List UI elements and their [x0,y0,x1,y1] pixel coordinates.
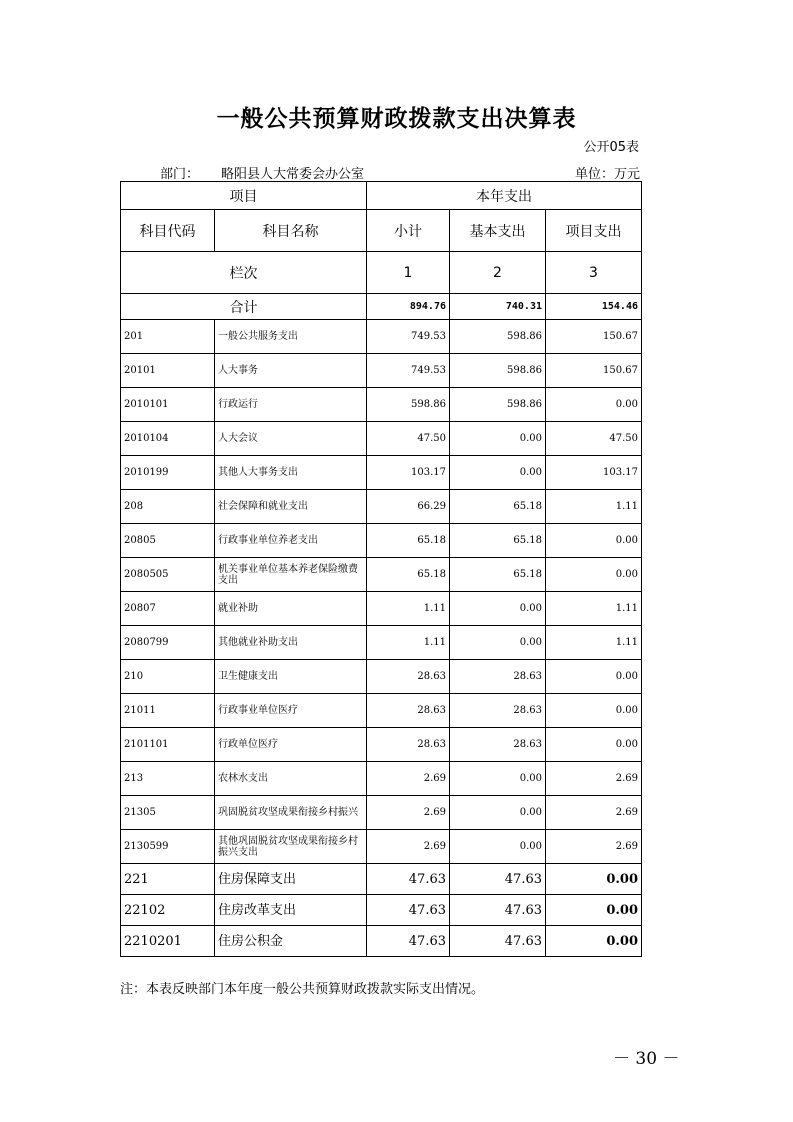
row-code: 210 [121,660,215,694]
header-current-year: 本年支出 [367,182,642,210]
row-code: 2010104 [121,422,215,456]
header-row-2 [121,210,642,252]
row-code: 213 [121,762,215,796]
table-row [121,694,642,728]
row-name: 其他就业补助支出 [215,626,367,660]
row-project: 0.00 [546,660,642,694]
row-project: 1.11 [546,626,642,660]
table-row [121,456,642,490]
row-basic: 65.18 [450,524,546,558]
row-basic: 47.63 [450,864,546,895]
total-subtotal: 894.76 [367,294,450,320]
row-code: 2080505 [121,558,215,592]
row-number-label: 栏次 [121,252,367,294]
table-row [121,796,642,830]
row-code: 2210201 [121,926,215,957]
row-subtotal: 65.18 [367,524,450,558]
document-title: 一般公共预算财政拨款支出决算表 [216,106,577,132]
row-code: 20101 [121,354,215,388]
row-code: 21305 [121,796,215,830]
row-project: 103.17 [546,456,642,490]
row-code: 2010101 [121,388,215,422]
table-row [121,626,642,660]
row-code: 20807 [121,592,215,626]
row-name: 卫生健康支出 [215,660,367,694]
header-row-1 [121,182,642,210]
row-subtotal: 47.50 [367,422,450,456]
row-code: 221 [121,864,215,895]
table-row [121,320,642,354]
table-row [121,660,642,694]
row-name: 住房改革支出 [215,895,367,926]
row-project: 0.00 [546,694,642,728]
row-number-row [121,252,642,294]
row-subtotal: 2.69 [367,830,450,864]
column-number-2: 2 [450,252,546,294]
row-name: 行政事业单位养老支出 [215,524,367,558]
row-subtotal: 28.63 [367,694,450,728]
header-project: 项目 [121,182,367,210]
total-project: 154.46 [546,294,642,320]
row-name: 巩固脱贫攻坚成果衔接乡村振兴 [215,796,367,830]
row-basic: 0.00 [450,456,546,490]
department-name: 略阳县人大常委会办公室 [221,167,365,182]
row-project: 0.00 [546,895,642,926]
table-row [121,728,642,762]
row-basic: 598.86 [450,388,546,422]
row-subtotal: 1.11 [367,592,450,626]
header-name: 科目名称 [215,210,367,252]
row-subtotal: 28.63 [367,660,450,694]
row-code: 20805 [121,524,215,558]
row-project: 2.69 [546,830,642,864]
header-code: 科目代码 [121,210,215,252]
row-name: 住房公积金 [215,926,367,957]
row-basic: 598.86 [450,354,546,388]
row-project: 1.11 [546,490,642,524]
row-name: 行政运行 [215,388,367,422]
row-name: 农林水支出 [215,762,367,796]
row-basic: 28.63 [450,728,546,762]
row-basic: 65.18 [450,490,546,524]
row-name: 机关事业单位基本养老保险缴费支出 [215,558,367,592]
total-basic: 740.31 [450,294,546,320]
row-subtotal: 103.17 [367,456,450,490]
row-subtotal: 65.18 [367,558,450,592]
column-number-3: 3 [546,252,642,294]
header-basic: 基本支出 [450,210,546,252]
row-subtotal: 47.63 [367,926,450,957]
table-row [121,592,642,626]
table-row [121,762,642,796]
row-subtotal: 47.63 [367,895,450,926]
row-name: 行政单位医疗 [215,728,367,762]
row-subtotal: 28.63 [367,728,450,762]
unit-label: 单位：万元 [574,167,640,182]
row-subtotal: 2.69 [367,796,450,830]
table-row [121,490,642,524]
row-basic: 65.18 [450,558,546,592]
row-name: 社会保障和就业支出 [215,490,367,524]
table-row [121,388,642,422]
table-row [121,354,642,388]
row-basic: 0.00 [450,830,546,864]
row-basic: 0.00 [450,626,546,660]
department-label: 部门： [160,167,200,182]
row-code: 208 [121,490,215,524]
row-basic: 28.63 [450,660,546,694]
row-name: 行政事业单位医疗 [215,694,367,728]
total-row [121,294,642,320]
table-row [121,864,642,895]
row-subtotal: 2.69 [367,762,450,796]
table-row [121,895,642,926]
row-code: 21011 [121,694,215,728]
row-name: 一般公共服务支出 [215,320,367,354]
table-row [121,830,642,864]
form-number: 公开05表 [583,140,639,155]
table-row [121,558,642,592]
row-basic: 47.63 [450,926,546,957]
department-row [160,163,640,182]
header-subtotal: 小计 [367,210,450,252]
row-code: 2010199 [121,456,215,490]
row-code: 201 [121,320,215,354]
row-code: 2101101 [121,728,215,762]
row-project: 1.11 [546,592,642,626]
table-note: 注：本表反映部门本年度一般公共预算财政拨款实际支出情况。 [120,982,485,997]
row-name: 人大事务 [215,354,367,388]
row-code: 2080799 [121,626,215,660]
row-basic: 0.00 [450,422,546,456]
row-project: 150.67 [546,354,642,388]
row-basic: 0.00 [450,796,546,830]
row-name: 其他巩固脱贫攻坚成果衔接乡村振兴支出 [215,830,367,864]
row-code: 2130599 [121,830,215,864]
row-subtotal: 1.11 [367,626,450,660]
row-project: 0.00 [546,388,642,422]
row-name: 人大会议 [215,422,367,456]
table-row [121,926,642,957]
row-name: 其他人大事务支出 [215,456,367,490]
expenditure-table [120,181,642,957]
row-subtotal: 598.86 [367,388,450,422]
row-subtotal: 66.29 [367,490,450,524]
row-project: 150.67 [546,320,642,354]
column-number-1: 1 [367,252,450,294]
row-project: 0.00 [546,926,642,957]
table-row [121,524,642,558]
row-code: 22102 [121,895,215,926]
row-project: 0.00 [546,864,642,895]
row-basic: 47.63 [450,895,546,926]
page-number: － 30 － [613,1049,680,1069]
row-project: 0.00 [546,728,642,762]
row-basic: 598.86 [450,320,546,354]
row-basic: 0.00 [450,592,546,626]
row-project: 47.50 [546,422,642,456]
row-project: 0.00 [546,558,642,592]
row-project: 2.69 [546,762,642,796]
row-name: 就业补助 [215,592,367,626]
header-project-expense: 项目支出 [546,210,642,252]
row-subtotal: 749.53 [367,354,450,388]
total-label: 合计 [121,294,367,320]
row-name: 住房保障支出 [215,864,367,895]
row-basic: 28.63 [450,694,546,728]
row-basic: 0.00 [450,762,546,796]
row-subtotal: 47.63 [367,864,450,895]
row-project: 0.00 [546,524,642,558]
row-subtotal: 749.53 [367,320,450,354]
row-project: 2.69 [546,796,642,830]
table-row [121,422,642,456]
